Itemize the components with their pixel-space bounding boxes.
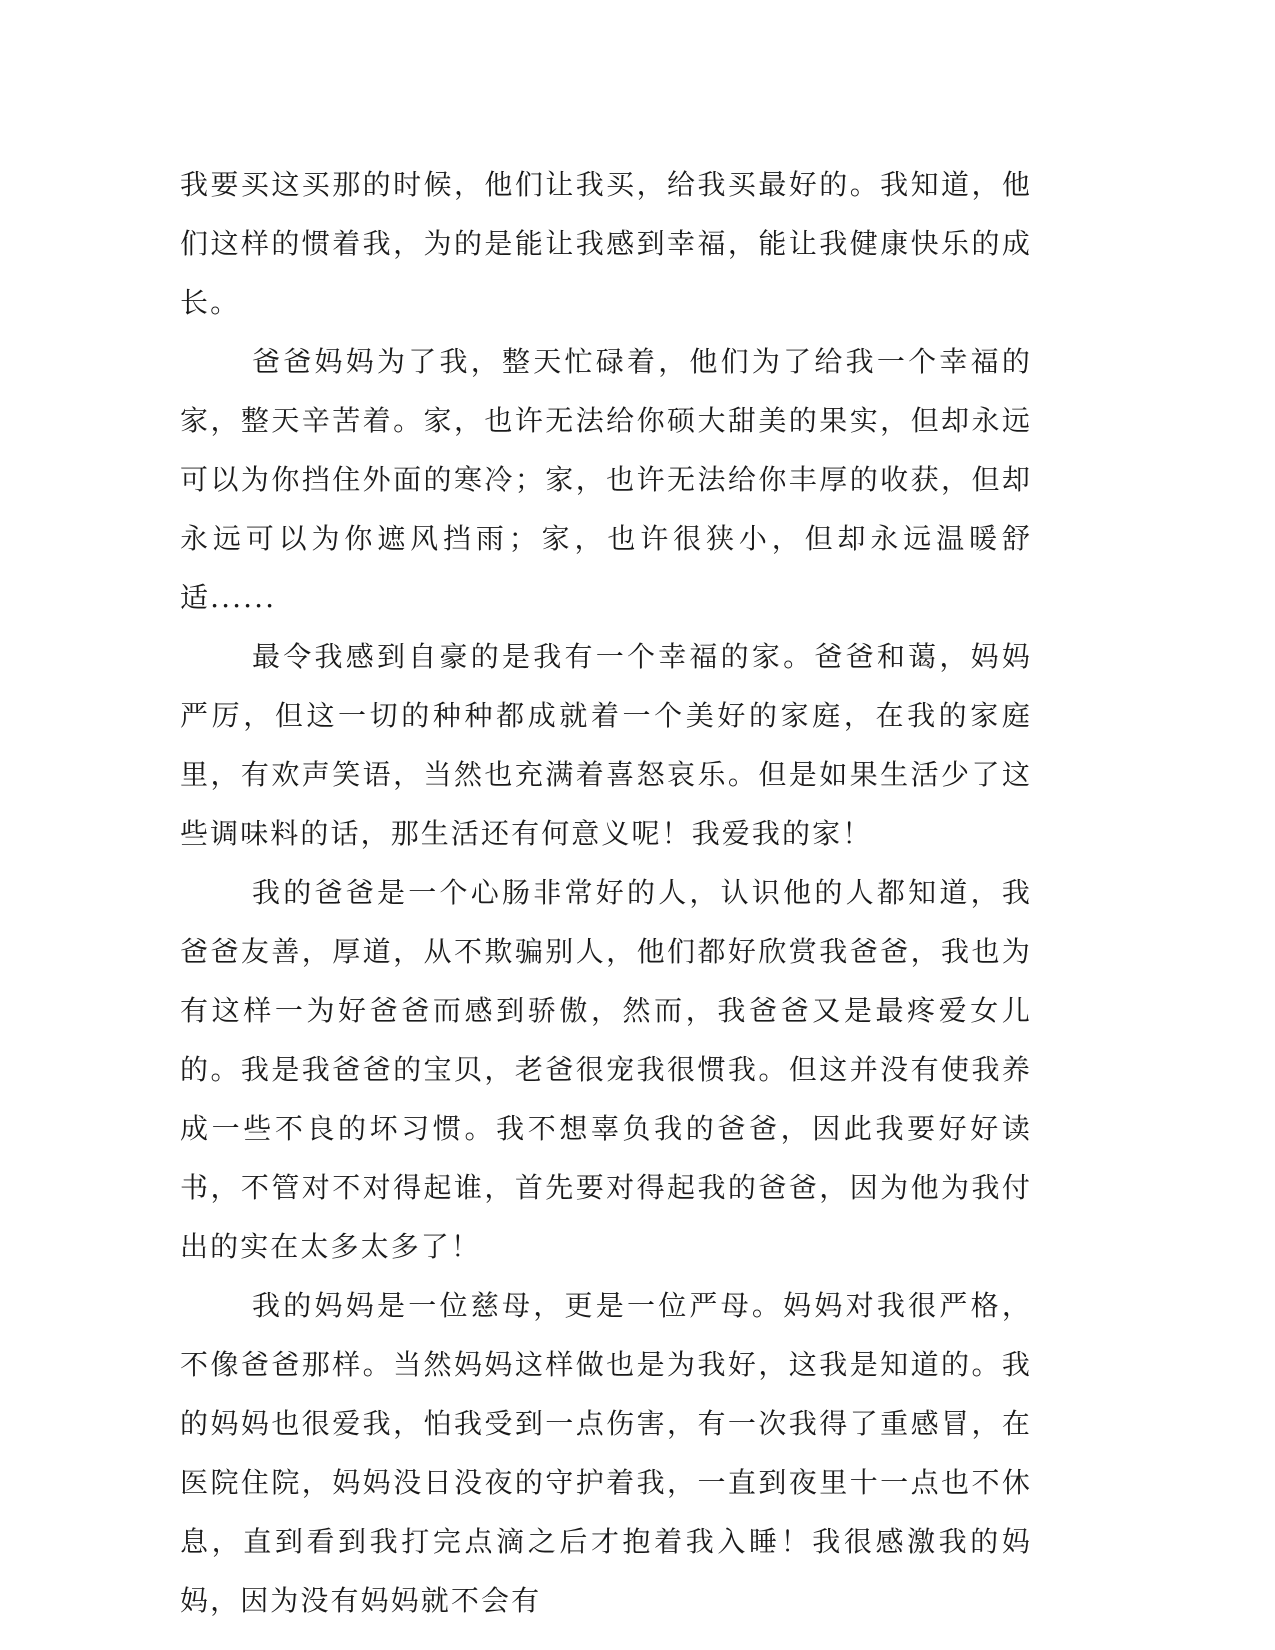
- paragraph-4: 我的爸爸是一个心肠非常好的人，认识他的人都知道，我爸爸友善，厚道，从不欺骗别人，他们都好欣赏我爸爸，我也为有这样一为好爸爸而感到骄傲，然而，我爸爸又是最疼爱女儿的。我是我爸爸的宝贝，老爸很宠我很惯我。但这并没有使我养成一些不良的坏习惯。我不想辜负我的爸爸，因此我要好好读书，不管对不对得起谁，首先要对得起我的爸爸，因为他为我付出的实在太多太多了！: [180, 876, 1032, 1263]
- paragraph-3: 最令我感到自豪的是我有一个幸福的家。爸爸和蔼，妈妈严厉，但这一切的种种都成就着一个美好的家庭，在我的家庭里，有欢声笑语，当然也充满着喜怒哀乐。但是如果生活少了这些调味料的话，那生活还有何意义呢！我爱我的家！: [180, 640, 1032, 850]
- paragraph-2: 爸爸妈妈为了我，整天忙碌着，他们为了给我一个幸福的家，整天辛苦着。家，也许无法给你硕大甜美的果实，但却永远可以为你挡住外面的寒冷；家，也许无法给你丰厚的收获，但却永远可以为你遮风挡雨；家，也许很狭小，但却永远温暖舒适......: [180, 345, 1032, 614]
- paragraph-1: 我要买这买那的时候，他们让我买，给我买最好的。我知道，他们这样的惯着我，为的是能让我感到幸福，能让我健康快乐的成长。: [180, 168, 1032, 319]
- paragraph-5: 我的妈妈是一位慈母，更是一位严母。妈妈对我很严格，不像爸爸那样。当然妈妈这样做也是为我好，这我是知道的。我的妈妈也很爱我，怕我受到一点伤害，有一次我得了重感冒，在医院住院，妈妈没日没夜的守护着我，一直到夜里十一点也不休息，直到看到我打完点滴之后才抱着我入睡！我很感激我的妈妈，因为没有妈妈就不会有: [180, 1289, 1032, 1617]
- document-body: [180, 155, 1032, 1630]
